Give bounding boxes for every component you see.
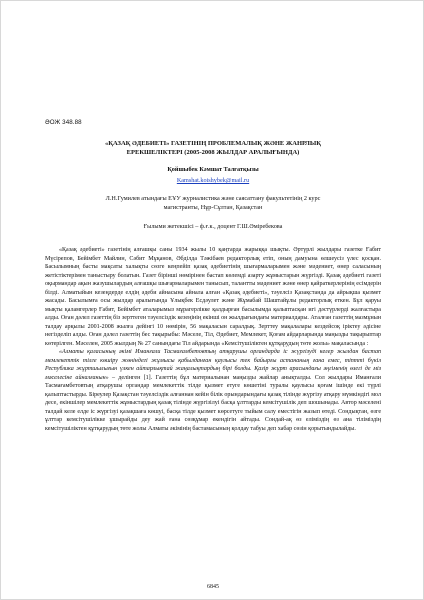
article-title <box>45 139 381 157</box>
article-body <box>45 246 381 433</box>
affiliation-line-1: Л.Н.Гумилев атындағы ЕҰУ журналистика және саясаттану факультетінің 2 курс <box>105 195 321 202</box>
page-number: 6845 <box>207 584 219 590</box>
affiliation-line-2: магистранты, Нұр-Сұлтан, Қазақстан <box>163 203 263 211</box>
paragraph-2-rest: – делінген [1]. Газеттің бұл материалынан маңызды жайлар анықталды. Сол жылдары Иманғали Тасмағамбетовтың атқарушы органдар мемлекеттік тілде қызмет етуге көшетіні туралы қаулысы қоғам ішінде екі түрлі қалыптастырды. Біреулер Қазақстан тәуелсіздік алғаннан кейін білік орындарындағы қазақ тілінде жүргізу атқару мүмкіндігі мол десе, екіншілер мемлекеттік жұмыстардың қазақ тілінде жүргізілуі басқа ұлттарды кемсітушілік деп шошынады. Автор мәселені талдай келе елде іс жүргізуі қазақшаға көшуі, басқа тілде қызмет көрсетуге тыйым салу еместігін жазып өтеді. Сондықтан, өзге ұлттар кемсітушілікке ұшырайды деу жай ғана сөзқұмар екендігін айтады. Сондай-ақ өз еліміздің өз ана тіліміздің кемсітушіліктен құтқарудың төте жолы Алматы әкімінің бастамасының қолдау табуы деп хабар сөзін қорытындылайды. <box>45 374 381 432</box>
paragraph-2 <box>45 348 381 433</box>
paragraph-1: «Қазақ әдебиеті» газетінің алғашқы саны 1934 жылы 10 қаңтарда жарыққа шықты. Әртүрлі жылдары газетке Ғабит Мүсірепов, Бейімбет Майлин, Сәбит Мұқанов, Әбділда Тәжібаев редакторлық етіп, оның дамуына өлшеусіз үлес қосқан. Басылымның басты мақсаты халықты сөзге кеңпейіп қазақ әдебиетінің шығармаларымен және мәдениет, өнер саласының жетістіктерімен таныстыру болатын. Газет бірінші нөмірінен бастап көлемді азарту жұмыстарын жүргізді. Қазақ әдебиеті газеті оқырмандар ақын жазушылардың алғашқы шығармаларымен танысып, талантты мәдениет және өнер қайраткерлерінің есімдерін білді. Алматыйын кезеңдерде елдің әдеби айнасына айнала алған «Қазақ әдебиеті», тәуелсіз Қазақстанда да айрықша қызмет жасады. Басылымға осы жылдар аралығында Ұлықбек Есдәулет және Жұмабай Шаштайұлы редакторлық еткен. Бұл қаруы мықты қаламгерлер Ғабит, Бейімбет аталарымыз мұрагерлікке қалдырған басылымда қалыптасқан игі дәстүрлерді жалғастыра алды. Оған дәлел газеттің біз зерттеген тәуелсіздік кезеңінің екінші он жылдығындағы материалдары. Аталған газеттің мазмұнын талдау арқылы 2001-2008 жылға дейінгі 10 нөмірін, 56 мақаласын саралдық. Зерттеу мақалалары кездейсоқ іріктеу әдісіне негізделіп алды. Оған дәлел газеттің бес тақырыбы: Мәселе, Тіл, Әдебиет, Мемлекет, Қоғам айдарларында маңызды тақырыптар көтерілген. Мәселен, 2005 жылдың № 27 санындағы Тіл айдарында «Кемсітушіліктен құтқарудың төте жолы» мақаласында : <box>45 247 381 347</box>
author-email-link[interactable]: Kamshat.koishybek@mail.ru <box>176 177 250 184</box>
author-affiliation <box>45 195 381 212</box>
scientific-advisor: Ғылыми жетекшісі – ф.ғ.к., доцент Г.Ш.Әміребекова <box>143 223 283 230</box>
author-name: Қойшыбек Кәмшат Талғатқызы <box>167 166 259 173</box>
title-line-1: «ҚАЗАҚ ӘДЕБИЕТІ» ГАЗЕТІНІҢ ПРОБЛЕМАЛЫҚ ЖӘНЕ ЖАНРЛЫҚ <box>105 140 321 147</box>
title-line-2: ЕРЕКШЕЛІКТЕРІ (2005-2008 ЖЫЛДАР АРАЛЫҒЫНДА) <box>126 149 300 156</box>
udk-code: ӘОЖ 348.88 <box>45 119 82 126</box>
quote-italic: «Алматы қаласының әкімі Иманғали Тасмағамбетовтың атқарушы органдарда іс жүргізуді келер жылдан бастап мемлекеттік тілге көшіру жөніндегі жұмысы қабылданған қаулысы тек байырғы астананың ғана емес, тіптті бүкіл Республика жұртшылығын үлкен айтарлықтай жаңалықтардың бірі болды. Қазір жұрт арасындағы әңгіменің өзегі де міз мәселесіне айналғанын» <box>45 349 381 381</box>
